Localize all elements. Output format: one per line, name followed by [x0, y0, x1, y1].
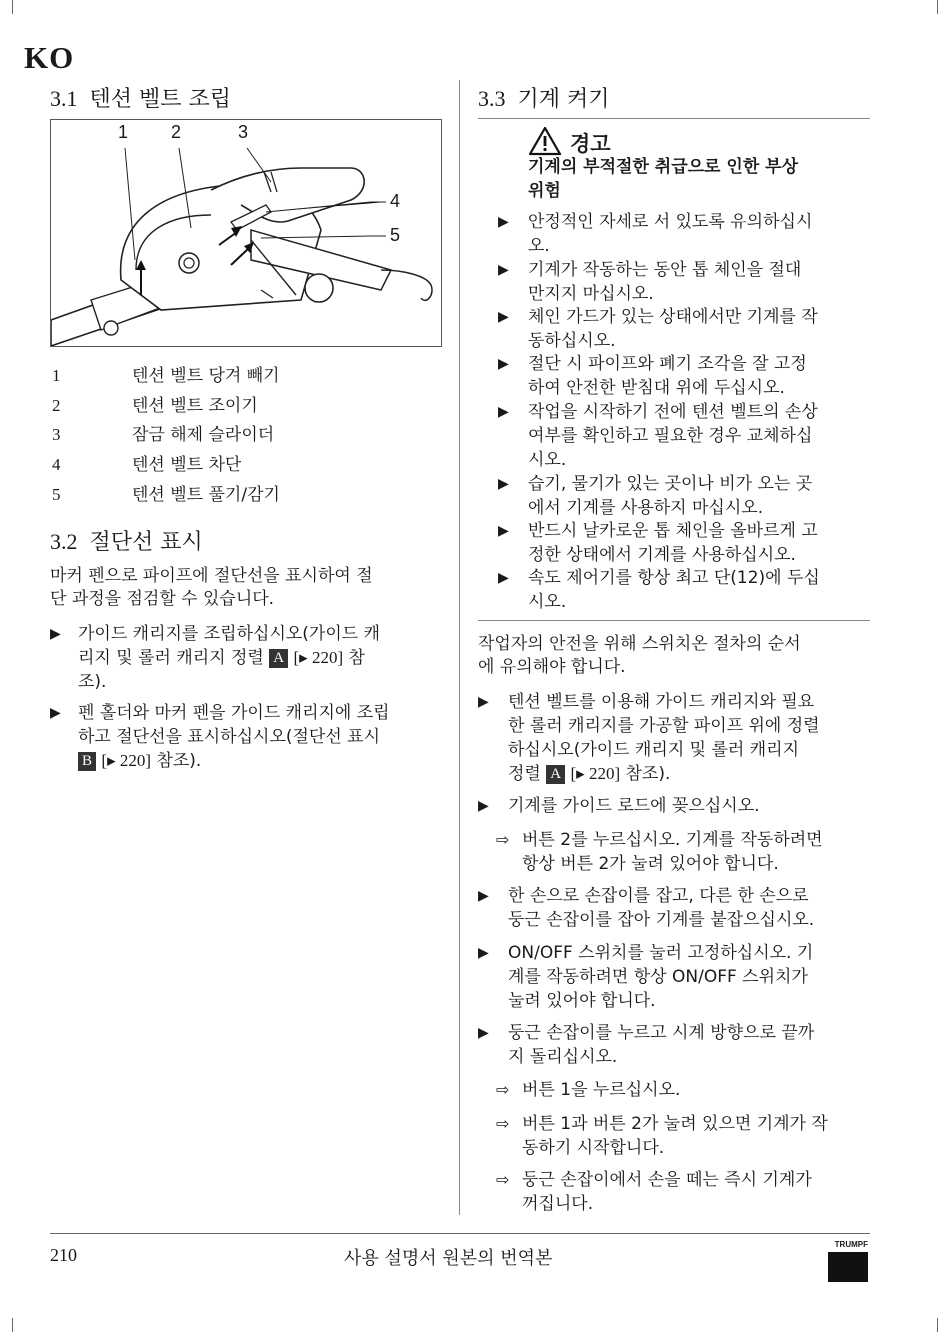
section-heading-3-1: 3.1 텐션 벨트 조립 [50, 86, 231, 112]
warning-bottom-rule [478, 620, 870, 621]
figure-ref-badge: A [546, 765, 565, 784]
step-marker: ▶ [478, 694, 489, 710]
step-marker: ▶ [478, 1025, 489, 1041]
footer-title: 사용 설명서 원본의 번역본 [344, 1248, 553, 1269]
result-press-button-2: ⇨ 버튼 2를 누르십시오. 기계를 작동하려면 항상 버튼 2가 눌려 있어야 합니다. [496, 830, 823, 874]
page-ref: [▸ 220] [570, 764, 621, 783]
tension-belt-illustration [51, 120, 441, 346]
step-marker: ▶ [478, 945, 489, 961]
footer-rule [50, 1233, 870, 1234]
warning-bullet: ▶ 기계가 작동하는 동안 톱 체인을 절대 만지지 마십시오. [498, 260, 802, 304]
step-align-carriage: ▶ 텐션 벨트를 이용해 가이드 캐리지와 필요 한 롤러 캐리지를 가공할 파이프 위에 정렬 하십시오(가이드 캐리지 및 롤러 캐리지 정렬 A [▸ 220] 참조). [478, 692, 820, 784]
step-marker: ▶ [50, 705, 61, 721]
column-divider [459, 80, 460, 1215]
warning-bullet: ▶ 반드시 날카로운 톱 체인을 올바르게 고 정한 상태에서 기계를 사용하십시오. [498, 521, 818, 565]
warning-subtitle: 기계의 부적절한 취급으로 인한 부상 위험 [528, 157, 799, 201]
crop-mark [12, 0, 13, 14]
result-arrow-icon: ⇨ [496, 830, 510, 849]
section-heading-3-2: 3.2 절단선 표시 [50, 529, 203, 555]
result-arrow-icon: ⇨ [496, 1170, 510, 1189]
warning-bullet: ▶ 체인 가드가 있는 상태에서만 기계를 작 동하십시오. [498, 307, 818, 351]
crop-mark [12, 1318, 13, 1332]
figure-ref-badge: A [269, 649, 288, 668]
result-machine-stops: ⇨ 둥근 손잡이에서 손을 떼는 즉시 기계가 꺼집니다. [496, 1170, 812, 1214]
section-heading-3-3: 3.3 기계 켜기 [478, 86, 610, 112]
callout-5: 5 [390, 225, 401, 245]
callout-2: 2 [171, 122, 182, 142]
crop-mark [937, 1318, 938, 1332]
switch-on-intro: 작업자의 안전을 위해 스위치온 절차의 순서 에 유의해야 합니다. [478, 634, 801, 677]
cutline-intro: 마커 펜으로 파이프에 절단선을 표시하여 절 단 과정을 점검할 수 있습니다. [50, 566, 373, 609]
warning-bullet: ▶ 작업을 시작하기 전에 텐션 벨트의 손상 여부를 확인하고 필요한 경우 교체하십 시오. [498, 402, 818, 470]
step-hold-machine: ▶ 한 손으로 손잡이를 잡고, 다른 한 손으로 둥근 손잡이를 잡아 기계를 붙잡으십시오. [478, 886, 815, 930]
page-number: 210 [50, 1245, 77, 1265]
crop-mark [937, 0, 938, 14]
language-code: KO [24, 40, 75, 75]
tension-belt-figure [50, 119, 442, 347]
warning-bullet: ▶ 안정적인 자세로 서 있도록 유의하십시 오. [498, 212, 813, 256]
result-arrow-icon: ⇨ [496, 1114, 510, 1133]
callout-4: 4 [390, 191, 401, 211]
result-press-button-1: ⇨ 버튼 1을 누르십시오. [496, 1080, 681, 1100]
warning-top-rule [478, 118, 870, 119]
step-mark-cut-line: ▶ 펜 홀더와 마커 펜을 가이드 캐리지에 조립 하고 절단선을 표시하십시오(절단선 표시 B [▸ 220] 참조). [50, 703, 390, 771]
callout-1: 1 [118, 122, 129, 142]
step-marker: ▶ [478, 888, 489, 904]
warning-triangle-icon [528, 126, 562, 156]
trumpf-logo [828, 1240, 868, 1282]
callout-3: 3 [238, 122, 249, 142]
step-on-off-switch: ▶ ON/OFF 스위치를 눌러 고정하십시오. 기 계를 작동하려면 항상 ON/OFF 스위치가 눌려 있어야 합니다. [478, 943, 814, 1011]
step-marker: ▶ [478, 798, 489, 814]
result-arrow-icon: ⇨ [496, 1080, 510, 1099]
warning-bullet: ▶ 절단 시 파이프와 폐기 조각을 잘 고정 하여 안전한 받침대 위에 두십시오. [498, 354, 807, 398]
warning-bullet: ▶ 습기, 물기가 있는 곳이나 비가 오는 곳 에서 기계를 사용하지 마십시오. [498, 474, 813, 518]
step-assemble-guide-carriage: ▶ 가이드 캐리지를 조립하십시오(가이드 캐 리지 및 롤러 캐리지 정렬 A [▸ 220] 참 조). [50, 624, 381, 692]
brand-block [828, 1252, 868, 1282]
step-turn-knob: ▶ 둥근 손잡이를 누르고 시계 방향으로 끝까 지 돌리십시오. [478, 1023, 815, 1067]
step-insert-guide-rod: ▶ 기계를 가이드 로드에 꽂으십시오. [478, 796, 760, 816]
page-ref: [▸ 220] [101, 751, 152, 770]
warning-bullet: ▶ 속도 제어기를 항상 최고 단(12)에 두십 시오. [498, 568, 820, 612]
brand-name: TRUMPF [834, 1240, 868, 1249]
warning-title: 경고 [570, 132, 611, 156]
figure-ref-badge: B [78, 752, 96, 771]
step-marker: ▶ [50, 626, 61, 642]
result-machine-starts: ⇨ 버튼 1과 버튼 2가 눌려 있으면 기계가 작 동하기 시작합니다. [496, 1114, 828, 1158]
page-ref: [▸ 220] [293, 648, 344, 667]
